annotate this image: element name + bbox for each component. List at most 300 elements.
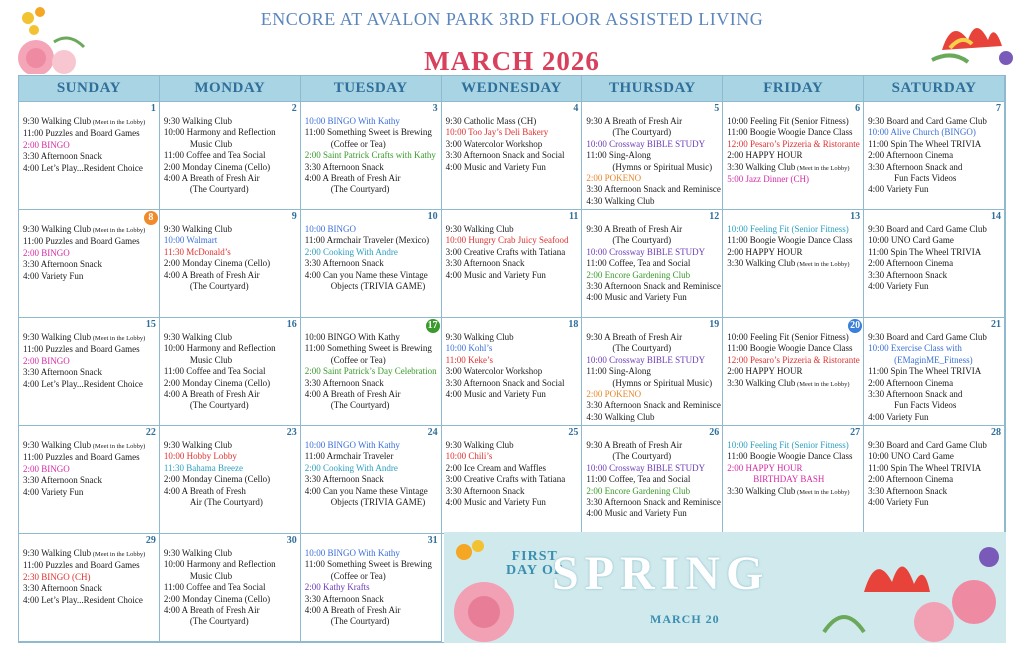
day-cell [723, 426, 864, 534]
event-line [586, 281, 720, 292]
day-number: 27 [850, 427, 861, 438]
event-line [305, 497, 439, 508]
event-text: (Coffee or Tea) [330, 570, 386, 581]
event-line [727, 258, 861, 270]
event-line [164, 400, 298, 411]
event-line [23, 163, 157, 174]
event-line [446, 343, 580, 354]
day-number: 29 [145, 535, 156, 546]
day-number: 28 [991, 427, 1001, 438]
day-cell [442, 102, 583, 210]
event-line [23, 271, 157, 282]
event-note: (Meet in the Lobby) [91, 551, 146, 558]
event-text: 11:00 Puzzles and Board Games [23, 236, 140, 247]
event-line [868, 150, 1002, 161]
day-cell [301, 534, 442, 642]
event-line [305, 270, 439, 281]
event-text: 10:00 Feeling Fit (Senior Fitness) [727, 116, 849, 126]
event-text: 3:30 Afternoon Snack [23, 583, 102, 594]
day-number: 6 [855, 103, 861, 114]
event-text: 4:00 A Breath of Fresh Air [304, 605, 401, 616]
day-cell [864, 318, 1005, 426]
event-text: (EMaginME_Fitness) [894, 354, 973, 365]
event-line [164, 486, 298, 497]
day-cell [160, 534, 301, 642]
event-line [868, 463, 1002, 474]
event-line [164, 162, 298, 173]
event-line [446, 139, 580, 150]
event-line [23, 572, 157, 583]
event-line [868, 412, 1002, 423]
event-line [727, 224, 861, 235]
event-text: 10:00 Crossway BIBLE STUDY [586, 462, 706, 473]
event-text: 3:30 Walking Club [727, 161, 796, 172]
weekday-header: THURSDAY [582, 76, 723, 102]
day-number: 20 [850, 320, 861, 331]
event-text: 2:00 HAPPY HOUR [727, 150, 803, 161]
event-line [164, 497, 298, 508]
event-text: 10:00 UNO Card Game [868, 235, 954, 246]
event-line [23, 248, 157, 259]
event-text: 4:00 Music and Variety Fun [445, 497, 546, 508]
spring-word: SPRING [552, 547, 770, 600]
event-line [868, 270, 1002, 281]
event-note: (Meet in the Lobby) [795, 164, 850, 172]
event-text: 9:30 Board and Card Game Club [868, 332, 987, 342]
event-line [164, 548, 298, 559]
event-line [23, 560, 157, 571]
event-text: (Coffee or Tea) [330, 354, 386, 365]
event-line [164, 270, 298, 281]
event-text: 2:00 Monday Cinema (Cello) [163, 474, 271, 485]
event-text: 3:00 Watercolor Workshop [445, 138, 543, 149]
event-line [305, 116, 439, 127]
event-line [586, 332, 720, 343]
day-cell [582, 102, 723, 210]
event-line [446, 389, 580, 400]
day-number: 8 [144, 211, 158, 225]
event-text: (Coffee or Tea) [330, 138, 386, 149]
event-text: 3:30 Walking Club [727, 485, 796, 496]
event-text: 10:00 Feeling Fit (Senior Fitness) [727, 224, 849, 234]
event-line [305, 343, 439, 354]
day-cell [582, 318, 723, 426]
event-text: 3:30 Afternoon Snack and Reminisce [586, 400, 721, 411]
day-number: 17 [427, 320, 438, 331]
event-text: 9:30 Catholic Mass (CH) [445, 116, 537, 126]
event-line [727, 343, 861, 354]
event-line [23, 440, 157, 452]
event-text: 4:00 Variety Fun [23, 486, 84, 497]
event-text: 4:00 Music and Variety Fun [445, 389, 546, 400]
event-line [868, 184, 1002, 195]
day-cell [582, 210, 723, 318]
event-line [586, 184, 720, 195]
event-text: Fun Facts Videos [894, 173, 957, 184]
event-line [446, 127, 580, 138]
day-number: 25 [568, 427, 579, 438]
event-line [868, 224, 1002, 235]
event-text: 9:30 Walking Club [445, 440, 514, 450]
day-cell [19, 102, 160, 210]
event-text: 10:00 Alive Church (BINGO) [868, 127, 976, 138]
event-line [23, 224, 157, 236]
day-number: 31 [427, 535, 438, 546]
event-text: 4:00 Music and Variety Fun [586, 508, 687, 519]
day-cell [442, 210, 583, 318]
event-text: 10:00 Chili’s [445, 451, 493, 462]
event-text: 10:00 Kohl’s [445, 343, 493, 354]
event-line [305, 400, 439, 411]
event-line [23, 475, 157, 486]
event-line [868, 281, 1002, 292]
weekday-header: SUNDAY [19, 76, 160, 102]
event-line [23, 379, 157, 390]
event-line [164, 389, 298, 400]
day-number: 11 [568, 211, 579, 222]
event-text: (Hymns or Spiritual Music) [612, 161, 713, 172]
event-text: Fun Facts Videos [894, 400, 957, 411]
event-text: 4:30 Walking Club [586, 195, 655, 206]
event-line [23, 151, 157, 162]
event-line [586, 451, 720, 462]
event-line [727, 150, 861, 161]
event-line [164, 343, 298, 354]
event-line [727, 235, 861, 246]
event-line [305, 440, 439, 451]
event-line [446, 247, 580, 258]
event-line [23, 487, 157, 498]
event-line [305, 355, 439, 366]
event-text: 10:00 Exercise Class with [868, 343, 962, 354]
event-line [164, 150, 298, 161]
event-text: 11:00 Something Sweet is Brewing [304, 127, 432, 138]
event-text: 2:00 Cooking With Andre [304, 462, 398, 473]
event-text: 11:00 Coffee and Tea Social [163, 366, 266, 377]
first-label: FIRST [511, 549, 558, 564]
event-text: 11:00 Something Sweet is Brewing [304, 559, 432, 570]
event-text: 10:00 UNO Card Game [868, 451, 954, 462]
event-text: 3:30 Afternoon Snack [868, 269, 948, 280]
event-line [305, 451, 439, 462]
event-text: 2:00 BINGO [23, 463, 70, 474]
day-number: 19 [709, 319, 720, 330]
day-cell [160, 102, 301, 210]
event-text: 2:00 Monday Cinema (Cello) [163, 258, 271, 269]
event-text: 10:00 Hobby Lobby [163, 451, 237, 462]
event-text: (The Courtyard) [189, 400, 249, 411]
event-line [586, 270, 720, 281]
event-line [586, 235, 720, 246]
month-title: MARCH 2026 [424, 46, 600, 76]
event-line [164, 127, 298, 138]
event-text: 4:30 Walking Club [586, 411, 655, 422]
day-number: 14 [991, 211, 1001, 222]
event-line [868, 162, 1002, 173]
event-text: 12:00 Pesaro’s Pizzeria & Ristorante [727, 354, 860, 365]
event-line [868, 247, 1002, 258]
event-line [446, 486, 580, 497]
event-line [23, 452, 157, 463]
event-text: (The Courtyard) [612, 343, 672, 354]
event-line [446, 451, 580, 462]
event-text: 11:00 Puzzles and Board Games [23, 560, 140, 571]
event-line [727, 463, 861, 474]
facility-title: ENCORE AT AVALON PARK 3RD FLOOR ASSISTED LIVING [260, 9, 764, 29]
event-text: 9:30 Walking Club [163, 548, 232, 558]
event-line [586, 139, 720, 150]
event-text: 2:00 POKENO [586, 389, 642, 400]
event-line [868, 116, 1002, 127]
event-line [727, 486, 861, 498]
event-line [305, 281, 439, 292]
weekday-header: TUESDAY [301, 76, 442, 102]
event-line [305, 332, 439, 343]
event-text: 12:00 Pesaro’s Pizzeria & Ristorante [727, 138, 860, 149]
event-line [586, 412, 720, 423]
day-number: 9 [291, 211, 297, 222]
event-line [164, 355, 298, 366]
day-number: 22 [145, 427, 156, 438]
event-text: 10:00 Hungry Crab Juicy Seafood [445, 235, 569, 246]
event-line [164, 571, 298, 582]
event-text: 11:30 Bahama Breeze [163, 462, 243, 473]
event-line [164, 139, 298, 150]
event-text: 4:00 Variety Fun [868, 184, 929, 195]
event-line [305, 150, 439, 161]
event-line [23, 259, 157, 270]
event-line [446, 162, 580, 173]
event-text: 5:00 Jazz Dinner (CH) [727, 174, 810, 185]
event-text: 3:00 Creative Crafts with Tatiana [445, 246, 566, 257]
event-text: 2:00 Monday Cinema (Cello) [163, 161, 271, 172]
event-note: (Meet in the Lobby) [795, 488, 850, 496]
event-line [23, 595, 157, 606]
event-line [727, 474, 861, 485]
event-line [164, 184, 298, 195]
event-line [23, 332, 157, 344]
event-line [586, 486, 720, 497]
event-line [305, 127, 439, 138]
event-text: 2:00 Saint Patrick Crafts with Kathy [304, 150, 436, 161]
event-line [446, 366, 580, 377]
event-text: 10:00 Feeling Fit (Senior Fitness) [727, 440, 849, 450]
event-line [868, 378, 1002, 389]
event-text: 9:30 Walking Club [23, 224, 92, 234]
event-text: 9:30 Walking Club [23, 332, 92, 342]
event-text: 3:30 Afternoon Snack [304, 593, 384, 604]
event-text: 11:00 Spin The Wheel TRIVIA [868, 366, 982, 377]
event-line [727, 127, 861, 138]
event-line [586, 474, 720, 485]
event-text: 11:00 Spin The Wheel TRIVIA [868, 138, 982, 149]
event-line [23, 356, 157, 367]
event-text: 10:00 BINGO [304, 224, 356, 234]
event-line [164, 582, 298, 593]
event-text: 10:00 Crossway BIBLE STUDY [586, 246, 706, 257]
event-text: 4:00 Let’s Play...Resident Choice [23, 594, 143, 605]
event-line [586, 127, 720, 138]
event-line [164, 451, 298, 462]
event-text: 3:30 Afternoon Snack and [868, 161, 963, 172]
event-line [586, 400, 720, 411]
event-text: 11:00 Boogie Woogie Dance Class [727, 451, 853, 462]
day-cell [301, 318, 442, 426]
event-text: 2:00 BINGO [23, 355, 70, 366]
event-line [727, 366, 861, 377]
event-line [586, 343, 720, 354]
event-line [868, 366, 1002, 377]
day-cell [442, 318, 583, 426]
event-text: 2:00 BINGO [23, 139, 70, 150]
event-line [586, 224, 720, 235]
event-text: 4:00 Variety Fun [23, 270, 84, 281]
event-text: 11:00 Puzzles and Board Games [23, 452, 140, 463]
event-line [446, 270, 580, 281]
event-text: 11:00 Coffee, Tea and Social [586, 474, 691, 485]
event-line [868, 474, 1002, 485]
event-text: (The Courtyard) [189, 616, 249, 627]
event-line [727, 332, 861, 343]
event-text: 10:00 BINGO With Kathy [304, 548, 400, 558]
event-text: 2:00 HAPPY HOUR [727, 462, 803, 473]
event-text: (The Courtyard) [612, 451, 672, 462]
event-text: 3:30 Afternoon Snack [23, 259, 102, 270]
event-line [868, 332, 1002, 343]
event-line [305, 486, 439, 497]
day-cell [19, 534, 160, 642]
day-number: 26 [709, 427, 720, 438]
day-number: 7 [996, 103, 1001, 114]
event-text: 2:00 POKENO [586, 173, 642, 184]
event-text: 2:00 Saint Patrick’s Day Celebration [304, 366, 437, 377]
event-text: 2:00 Kathy Krafts [304, 582, 370, 593]
event-line [446, 116, 580, 127]
event-text: 2:00 Encore Gardening Club [586, 485, 691, 496]
event-text: 2:00 Cooking With Andre [304, 246, 398, 257]
event-text: 3:00 Creative Crafts with Tatiana [445, 474, 566, 485]
weekday-header: WEDNESDAY [442, 76, 583, 102]
event-line [727, 139, 861, 150]
event-text: 4:00 Can you Name these Vintage [304, 269, 428, 280]
day-number: 21 [991, 319, 1001, 330]
event-line [305, 389, 439, 400]
event-text: 2:00 HAPPY HOUR [727, 246, 803, 257]
event-text: 4:00 Let’s Play...Resident Choice [23, 162, 143, 173]
day-cell [19, 318, 160, 426]
event-line [305, 235, 439, 246]
event-line [727, 116, 861, 127]
event-line [23, 344, 157, 355]
day-cell [19, 210, 160, 318]
event-line [305, 184, 439, 195]
event-text: 3:30 Afternoon Snack [23, 367, 102, 378]
day-number: 24 [427, 427, 438, 438]
event-line [586, 116, 720, 127]
event-text: 11:00 Boogie Woogie Dance Class [727, 343, 853, 354]
event-line [164, 281, 298, 292]
event-note: (Meet in the Lobby) [91, 119, 146, 126]
event-text: 2:00 HAPPY HOUR [727, 366, 803, 377]
event-line [164, 366, 298, 377]
event-line [23, 464, 157, 475]
event-text: 2:00 Afternoon Cinema [868, 377, 954, 388]
event-line [164, 616, 298, 627]
weekday-header: FRIDAY [723, 76, 864, 102]
event-text: 3:30 Afternoon Snack [304, 377, 384, 388]
event-text: 10:00 Walmart [163, 235, 218, 246]
event-line [727, 440, 861, 451]
event-text: 4:00 A Breath of Fresh Air [163, 389, 260, 400]
event-line [446, 224, 580, 235]
event-text: (The Courtyard) [189, 281, 249, 292]
day-number: 4 [573, 103, 579, 114]
event-line [446, 235, 580, 246]
event-text: 2:30 BINGO (CH) [23, 571, 91, 582]
event-text: 3:30 Afternoon Snack [304, 258, 384, 269]
event-text: 9:30 Walking Club [445, 332, 514, 342]
event-line [23, 140, 157, 151]
event-line [164, 559, 298, 570]
event-line [23, 128, 157, 139]
event-line [446, 332, 580, 343]
event-note: (Meet in the Lobby) [91, 227, 146, 234]
event-line [586, 440, 720, 451]
event-line [305, 571, 439, 582]
day-number: 13 [850, 211, 861, 222]
event-line [868, 451, 1002, 462]
event-line [868, 355, 1002, 366]
event-line [586, 508, 720, 519]
event-line [868, 389, 1002, 400]
event-text: 3:30 Afternoon Snack [304, 474, 384, 485]
event-line [164, 247, 298, 258]
event-line [868, 497, 1002, 508]
day-cell [301, 210, 442, 318]
event-line [868, 258, 1002, 269]
event-line [164, 594, 298, 605]
event-line [727, 174, 861, 185]
event-line [586, 497, 720, 508]
event-note: (Meet in the Lobby) [91, 443, 146, 450]
event-line [586, 247, 720, 258]
event-line [727, 355, 861, 366]
event-text: 2:00 Afternoon Cinema [868, 150, 954, 161]
event-text: 11:00 Armchair Traveler [304, 451, 394, 462]
event-line [868, 440, 1002, 451]
spring-date: MARCH 20 [650, 612, 720, 626]
event-line [586, 389, 720, 400]
event-text: 10:00 BINGO With Kathy [304, 116, 400, 126]
event-line [586, 463, 720, 474]
event-text: 11:00 Coffee and Tea Social [163, 582, 266, 593]
day-of-label: DAY OF [506, 563, 564, 578]
weekday-header: SATURDAY [864, 76, 1005, 102]
day-number: 23 [286, 427, 297, 438]
event-text: Music Club [189, 570, 233, 581]
event-line [305, 594, 439, 605]
event-line [305, 258, 439, 269]
weekday-header: MONDAY [160, 76, 301, 102]
event-text: 4:00 Can you Name these Vintage [304, 485, 428, 496]
event-line [305, 582, 439, 593]
event-line [446, 497, 580, 508]
event-text: 3:30 Afternoon Snack [23, 151, 102, 162]
event-text: 3:30 Afternoon Snack and Reminisce [586, 184, 721, 195]
event-line [305, 559, 439, 570]
event-text: 4:00 A Breath of Fresh Air [163, 269, 260, 280]
event-text: 10:00 Harmony and Reflection [163, 559, 276, 570]
